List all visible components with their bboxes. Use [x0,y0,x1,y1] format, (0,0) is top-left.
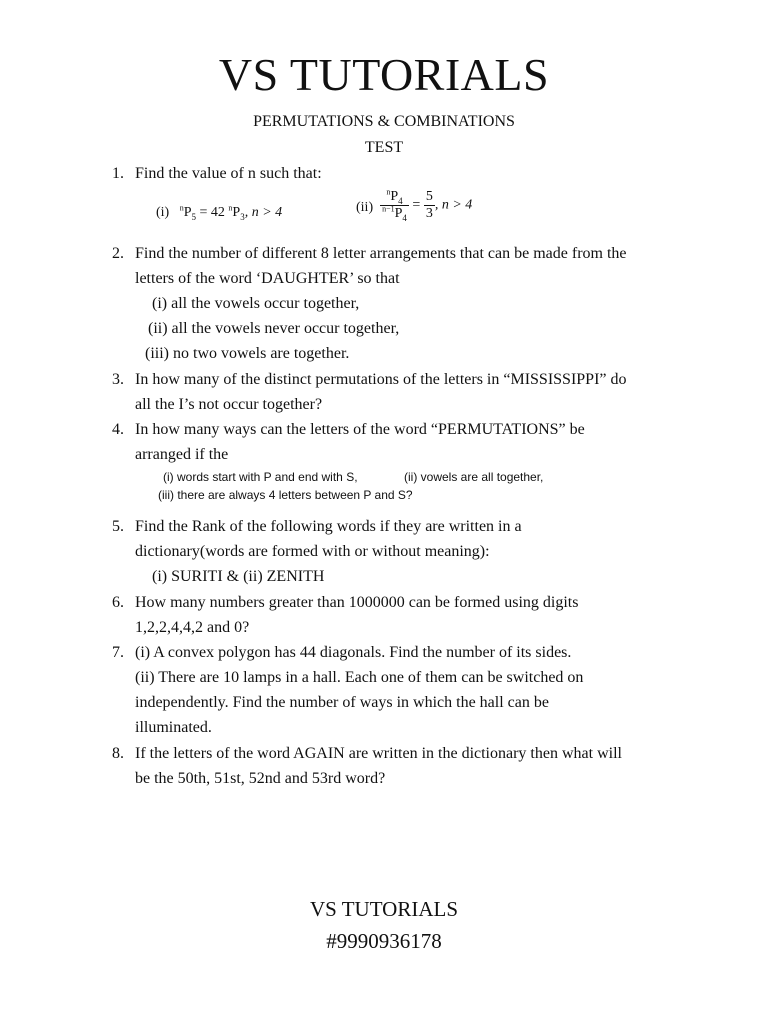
question-7-line-3: independently. Find the number of ways in which the hall can be [135,694,549,711]
question-5-number: 5. [112,518,124,535]
question-1-part-i [156,205,282,221]
question-2-sub-2: (ii) all the vowels never occur together, [148,320,400,337]
question-7-line-4: illuminated. [135,719,212,736]
question-4-sub-1: (i) words start with P and end with S, [163,470,358,484]
question-4-line-1: In how many ways can the letters of the word “PERMUTATIONS” be [135,421,585,438]
question-2-line-1: Find the number of different 8 letter arrangements that can be made from the [135,245,627,262]
question-6-line-1: How many numbers greater than 1000000 can be formed using digits [135,594,579,611]
question-5-line-1: Find the Rank of the following words if they are written in a [135,518,522,535]
question-7-line-1: (i) A convex polygon has 44 diagonals. Find the number of its sides. [135,644,572,661]
part-i-condition: , n > 4 [244,205,283,220]
question-4-sub-2: (ii) vowels are all together, [404,470,544,484]
question-4-number: 4. [112,421,124,438]
question-4-sub-3: (iii) there are always 4 letters between P and S? [158,488,413,502]
page-title: VS TUTORIALS [218,49,550,100]
part-ii-fraction-right: $\frac{5}{3}$ [425,189,433,221]
test-label: TEST [364,139,404,156]
question-2-sub-3: (iii) no two vowels are together. [145,345,350,362]
question-8-line-2: be the 50th, 51st, 52nd and 53rd word? [135,770,386,787]
part-i-equation: $^nP_5 = 42$ $^nP_3$ [179,203,245,222]
question-1-text: Find the value of n such that: [135,165,322,182]
page-subtitle: PERMUTATIONS & COMBINATIONS [253,113,515,130]
question-2-sub-1: (i) all the vowels occur together, [152,295,360,312]
footer-name: VS TUTORIALS [310,897,458,921]
question-1-number: 1. [112,165,124,182]
question-3-number: 3. [112,371,124,388]
question-5-line-3: (i) SURITI & (ii) ZENITH [152,568,325,585]
question-2-number: 2. [112,245,124,262]
question-1-part-ii: (ii) $\frac{^nP_4}{^{n-1}P_4}$ = $\frac{5}{3}$ , n > 4 [356,187,473,223]
question-6-line-2: 1,2,2,4,4,2 and 0? [135,619,250,636]
part-ii-fraction-left: $\frac{^nP_4}{^{n-1}P_4}$ [382,187,407,223]
question-6-number: 6. [112,594,124,611]
part-ii-condition: , n > 4 [434,197,473,213]
question-8-line-1: If the letters of the word AGAIN are written in the dictionary then what will [135,745,622,762]
part-ii-label: (ii) [356,199,374,215]
question-7-number: 7. [112,644,124,661]
footer-phone: #9990936178 [326,929,442,953]
question-3-line-1: In how many of the distinct permutations of the letters in “MISSISSIPPI” do [135,371,627,388]
question-7-line-2: (ii) There are 10 lamps in a hall. Each one of them can be switched on [135,669,584,686]
question-5-line-2: dictionary(words are formed with or without meaning): [135,543,490,560]
question-8-number: 8. [112,745,124,762]
question-4-line-2: arranged if the [135,446,229,463]
part-i-label: (i) [156,205,170,220]
question-3-line-2: all the I’s not occur together? [135,396,323,413]
question-2-line-2: letters of the word ‘DAUGHTER’ so that [135,270,400,287]
